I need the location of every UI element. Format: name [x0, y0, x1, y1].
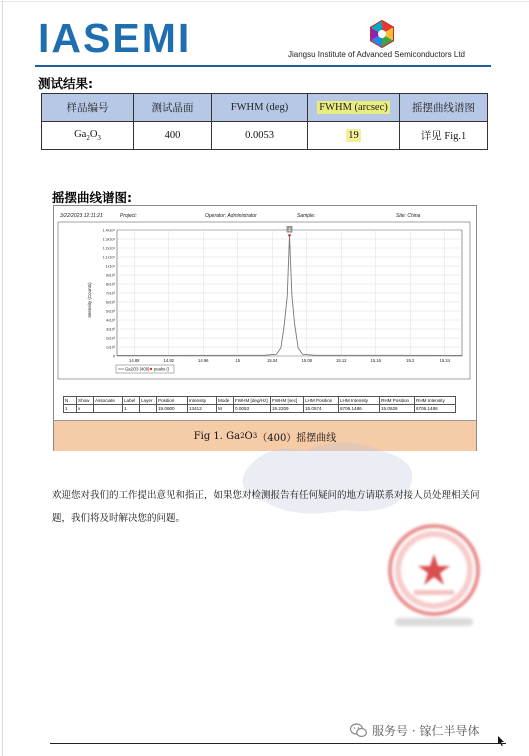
footer-brand — [350, 722, 479, 739]
cursor-icon — [497, 736, 505, 746]
peak-table — [63, 396, 456, 413]
peak-table-cell: 19.2209 — [271, 405, 304, 413]
peak-label: 1 — [288, 226, 291, 232]
legend-peaks-label: peaks () — [154, 366, 170, 372]
peak-table-cell: 15.0574 — [304, 405, 339, 413]
caption-sub2: 3 — [252, 432, 258, 440]
y-tick-label: 2x10³ — [106, 336, 115, 341]
feedback-statement: 欢迎您对我们的工作提出意见和指正，如果您对检测报告有任何疑问的地方请联系对接人员处理相关问题，我们将及时解决您的问题。 — [52, 490, 480, 524]
y-axis-label: Intensity (Counts) — [87, 282, 92, 318]
caption-o: O — [244, 430, 253, 442]
sample-formula-sub1: 2 — [86, 134, 90, 143]
peak-table-cell: 6706.1486 — [415, 405, 456, 413]
header-fwhm-arcsec — [308, 94, 400, 122]
legend-peak-marker — [150, 368, 152, 370]
peak-table-header-cell: Show — [77, 397, 94, 405]
sample-formula-ga: Ga — [74, 128, 87, 140]
y-tick-label: 4x10³ — [106, 318, 115, 323]
header-test-plane: 测试晶面 — [134, 94, 212, 122]
page-bottom-rule — [50, 743, 506, 744]
meta-date: 3/22/2023 12:11:21 — [60, 213, 103, 219]
wechat-icon — [350, 723, 367, 738]
x-tick-label: 15.2 — [406, 358, 415, 363]
peak-table-header-row — [64, 397, 456, 405]
results-table — [41, 93, 488, 150]
peak-table-cell: 15.0628 — [380, 405, 415, 413]
sample-formula-sub2: 3 — [97, 134, 101, 143]
y-tick-label: 1.3x10⁴ — [102, 237, 115, 242]
caption-prefix: Fig 1. Ga — [193, 430, 241, 442]
peak-table-header-cell: LHM Position — [304, 397, 339, 405]
peak-table-header-cell: FWHM [sec] — [271, 397, 304, 405]
page-edge-left — [2, 0, 3, 756]
company-logo-icon — [368, 20, 396, 48]
company-logo-text: IASEMI — [38, 15, 192, 61]
official-seal-stamp — [384, 520, 484, 620]
meta-operator: Operator: Administrator — [205, 213, 257, 219]
meta-project: Project: — [120, 213, 137, 219]
header-fwhm-deg: FWHM (deg) — [212, 94, 308, 122]
legend-box — [116, 365, 174, 373]
peak-table-cell — [94, 405, 123, 413]
peak-table-cell: 6706.1486 — [339, 405, 380, 413]
results-data-row — [42, 122, 488, 150]
curve-section-title: 摇摆曲线谱图: — [52, 190, 132, 205]
y-tick-label: 1.4x10⁴ — [102, 228, 115, 233]
y-tick-label: 3x10³ — [106, 327, 115, 332]
results-header-row — [42, 94, 488, 122]
peak-table-cell — [140, 405, 157, 413]
peak-table-header-cell: RHM Intensity — [415, 397, 456, 405]
header-divider — [35, 65, 491, 67]
x-tick-label: 15.16 — [370, 358, 381, 363]
cell-fwhm-arcsec — [308, 122, 400, 150]
results-section-title: 测试结果: — [38, 76, 93, 91]
rocking-curve-figure — [53, 205, 477, 451]
x-tick-label: 15 — [235, 358, 241, 363]
x-tick-label: 14.92 — [163, 358, 174, 363]
peak-table-header-cell: Associate — [94, 397, 123, 405]
peak-table-header-cell: Intensity — [188, 397, 217, 405]
y-tick-label: 8x10³ — [106, 282, 115, 287]
seal-date-blur — [395, 618, 473, 626]
footer-account-name: 服务号 · 镓仁半导体 — [372, 724, 480, 738]
peak-marker — [288, 234, 291, 237]
y-tick-label: 1.2x10⁴ — [102, 246, 115, 251]
x-tick-label: 15.08 — [301, 358, 312, 363]
peak-table-header-cell: Label — [123, 397, 140, 405]
peak-table-header-cell: Mode — [217, 397, 234, 405]
cell-sample-id — [42, 122, 134, 150]
peak-table-cell: 0.0053 — [234, 405, 271, 413]
page-edge-top — [0, 1, 529, 2]
peak-table-cell: 1 — [64, 405, 77, 413]
legend-series-label: Ga2O3 (400) — [125, 366, 150, 372]
peak-table-header-cell: LHM Intensity — [339, 397, 380, 405]
fwhm-arcsec-value: 19 — [348, 130, 359, 141]
institution-name: Jiangsu Institute of Advanced Semiconductors Ltd — [288, 50, 465, 59]
x-tick-label: 15.12 — [336, 358, 347, 363]
header-sample-id: 样品编号 — [42, 94, 134, 122]
peak-table-header-cell: N — [64, 397, 77, 405]
meta-site: Site: China — [396, 213, 421, 219]
peak-table-header-cell: Position — [157, 397, 188, 405]
y-tick-label: 1x10⁴ — [105, 264, 115, 269]
header-curve-spectrum: 摇摆曲线谱图 — [400, 94, 488, 122]
caption-suffix: （400）摇摆曲线 — [257, 432, 337, 444]
y-tick-label: 9x10³ — [106, 273, 115, 278]
x-tick-label: 15.24 — [439, 358, 450, 363]
y-tick-label: 1.1x10⁴ — [102, 255, 115, 260]
y-tick-label: 1x10³ — [106, 345, 115, 350]
sample-formula-o: O — [89, 128, 98, 140]
peak-table-header-cell: RHM Position — [380, 397, 415, 405]
y-tick-label: 0 — [113, 354, 115, 359]
x-tick-label: 15.04 — [267, 358, 278, 363]
cell-test-plane: 400 — [134, 122, 212, 150]
rocking-curve-chart — [54, 206, 476, 420]
y-tick-label: 5x10³ — [106, 309, 115, 314]
header-fwhm-arcsec-label: FWHM (arcsec) — [319, 102, 388, 113]
peak-table-cell: x — [77, 405, 94, 413]
caption-sub1: 2 — [240, 432, 245, 440]
peak-table-cell: M — [217, 405, 234, 413]
peak-table-cell: 13412 — [188, 405, 217, 413]
peak-table-header-cell: Layer — [140, 397, 157, 405]
cell-fwhm-deg: 0.0053 — [212, 122, 308, 150]
x-tick-label: 14.88 — [129, 358, 140, 363]
y-tick-label: 6x10³ — [106, 300, 115, 305]
meta-sample: Sample: — [297, 213, 316, 219]
peak-table-header-cell: FWHM [deg/Hz] — [234, 397, 271, 405]
x-tick-label: 14.96 — [198, 358, 209, 363]
y-tick-label: 7x10³ — [106, 291, 115, 296]
peak-table-data-row — [64, 405, 456, 413]
peak-table-cell: 1 — [123, 405, 140, 413]
cell-curve-reference: 详见 Fig.1 — [400, 122, 488, 150]
peak-table-cell: 15.0600 — [157, 405, 188, 413]
